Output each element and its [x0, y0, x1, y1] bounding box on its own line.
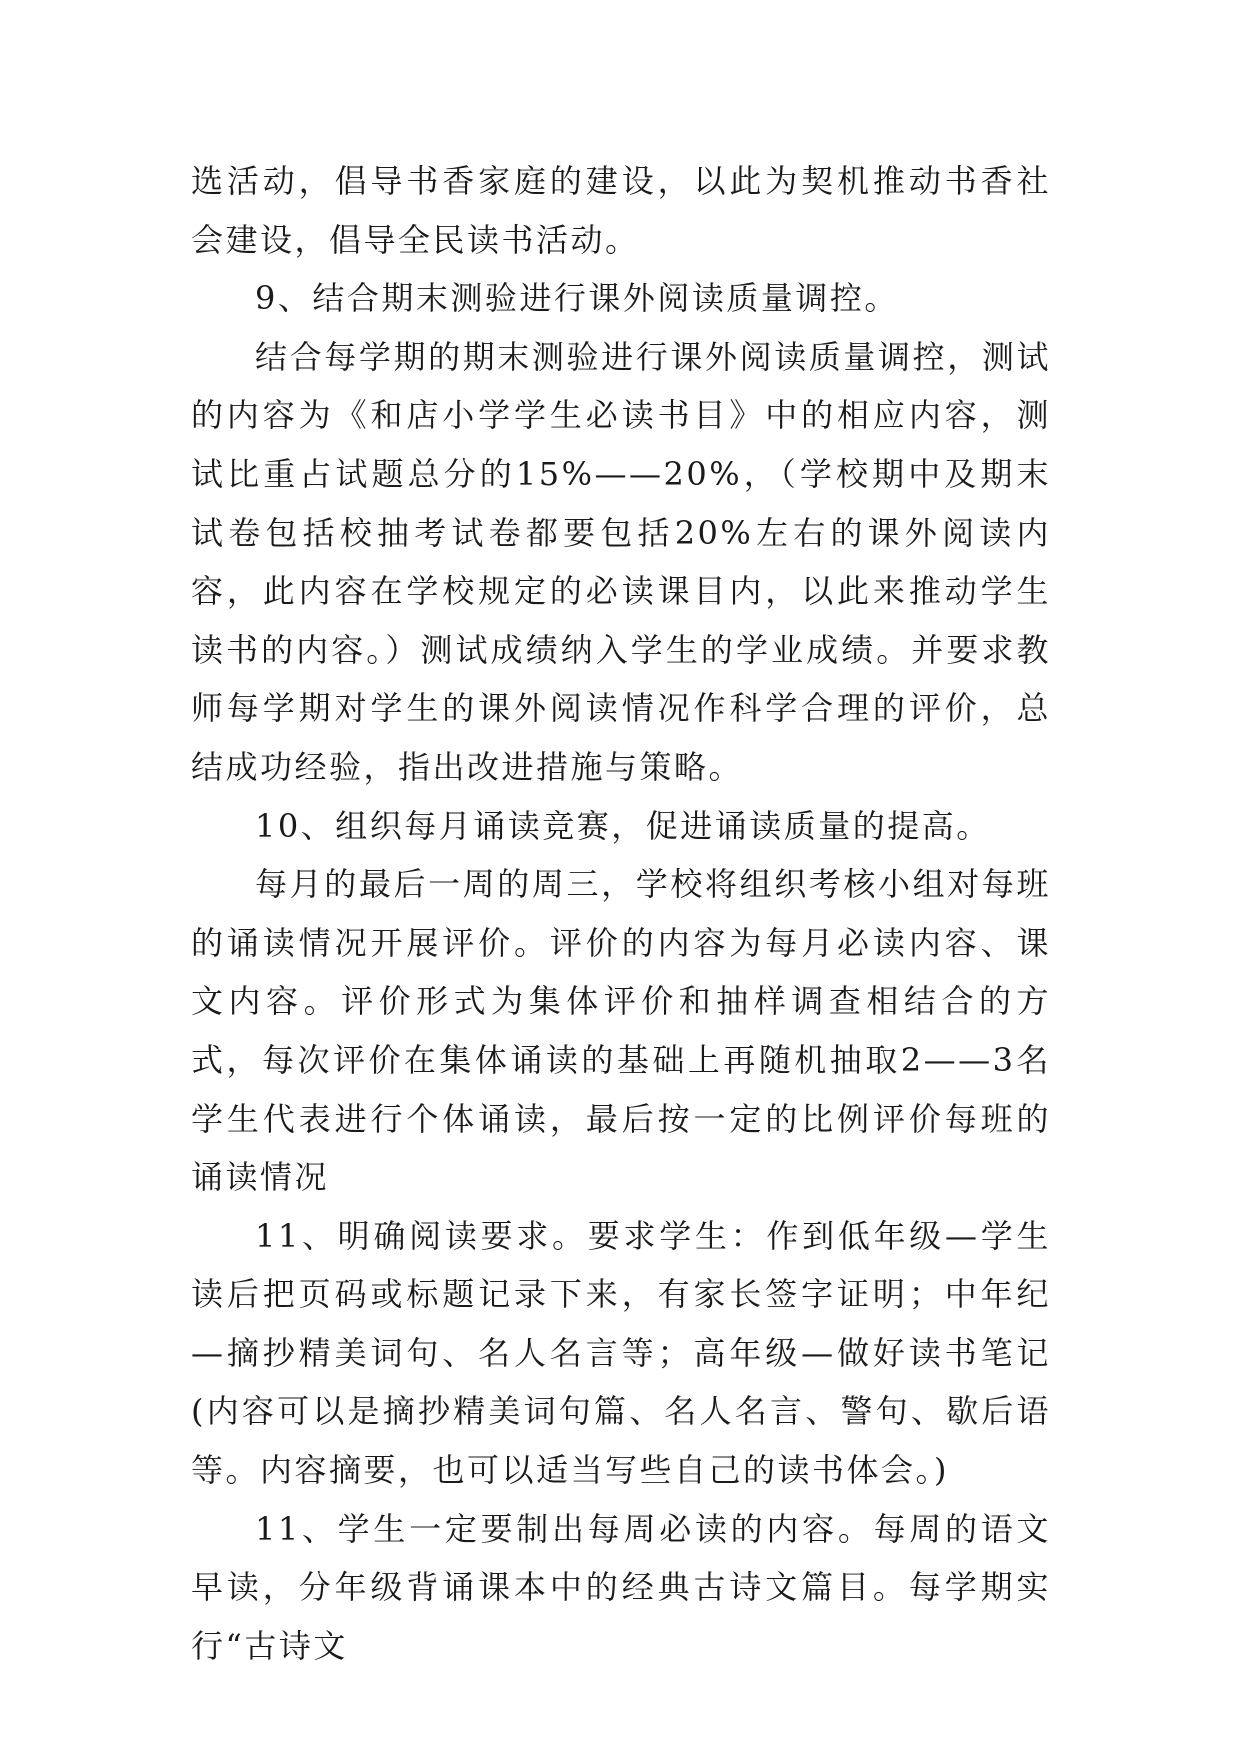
paragraph-continuation: 选活动，倡导书香家庭的建设，以此为契机推动书香社会建设，倡导全民读书活动。 — [191, 162, 1051, 259]
paragraph-item-11-weekly-reading: 11、学生一定要制出每周必读的内容。每周的语文早读，分年级背诵课本中的经典古诗文篇目。每学期实行“古诗文 — [191, 1509, 1051, 1665]
document-body — [191, 152, 1051, 1675]
paragraph-item-9-body: 结合每学期的期末测验进行课外阅读质量调控，测试的内容为《和店小学学生必读书目》中的相应内容，测试比重占试题总分的15%——20%，（学校期中及期末试卷包括校抽考试卷都要包括20%左右的课外阅读内容，此内容在学校规定的必读课目内，以此来推动学生读书的内容。）测试成绩纳入学生的学业成绩。并要求教师每学期对学生的课外阅读情况作科学合理的评价，总结成功经验，指出改进措施与策略。 — [191, 337, 1051, 786]
heading-item-10: 10、组织每月诵读竞赛，促进诵读质量的提高。 — [255, 806, 991, 845]
paragraph-item-11-reading-requirements: 11、明确阅读要求。要求学生：作到低年级—学生读后把页码或标题记录下来，有家长签字证明；中年纪—摘抄精美词句、名人名言等；高年级—做好读书笔记(内容可以是摘抄精美词句篇、名人名言、警句、歇后语等。内容摘要，也可以适当写些自己的读书体会。) — [191, 1216, 1051, 1490]
paragraph-item-10-body: 每月的最后一周的周三，学校将组织考核小组对每班的诵读情况开展评价。评价的内容为每月必读内容、课文内容。评价形式为集体评价和抽样调查相结合的方式，每次评价在集体诵读的基础上再随机抽取2——3名学生代表进行个体诵读，最后按一定的比例评价每班的诵读情况 — [191, 865, 1051, 1197]
heading-item-9: 9、结合期末测验进行课外阅读质量调控。 — [255, 279, 899, 318]
